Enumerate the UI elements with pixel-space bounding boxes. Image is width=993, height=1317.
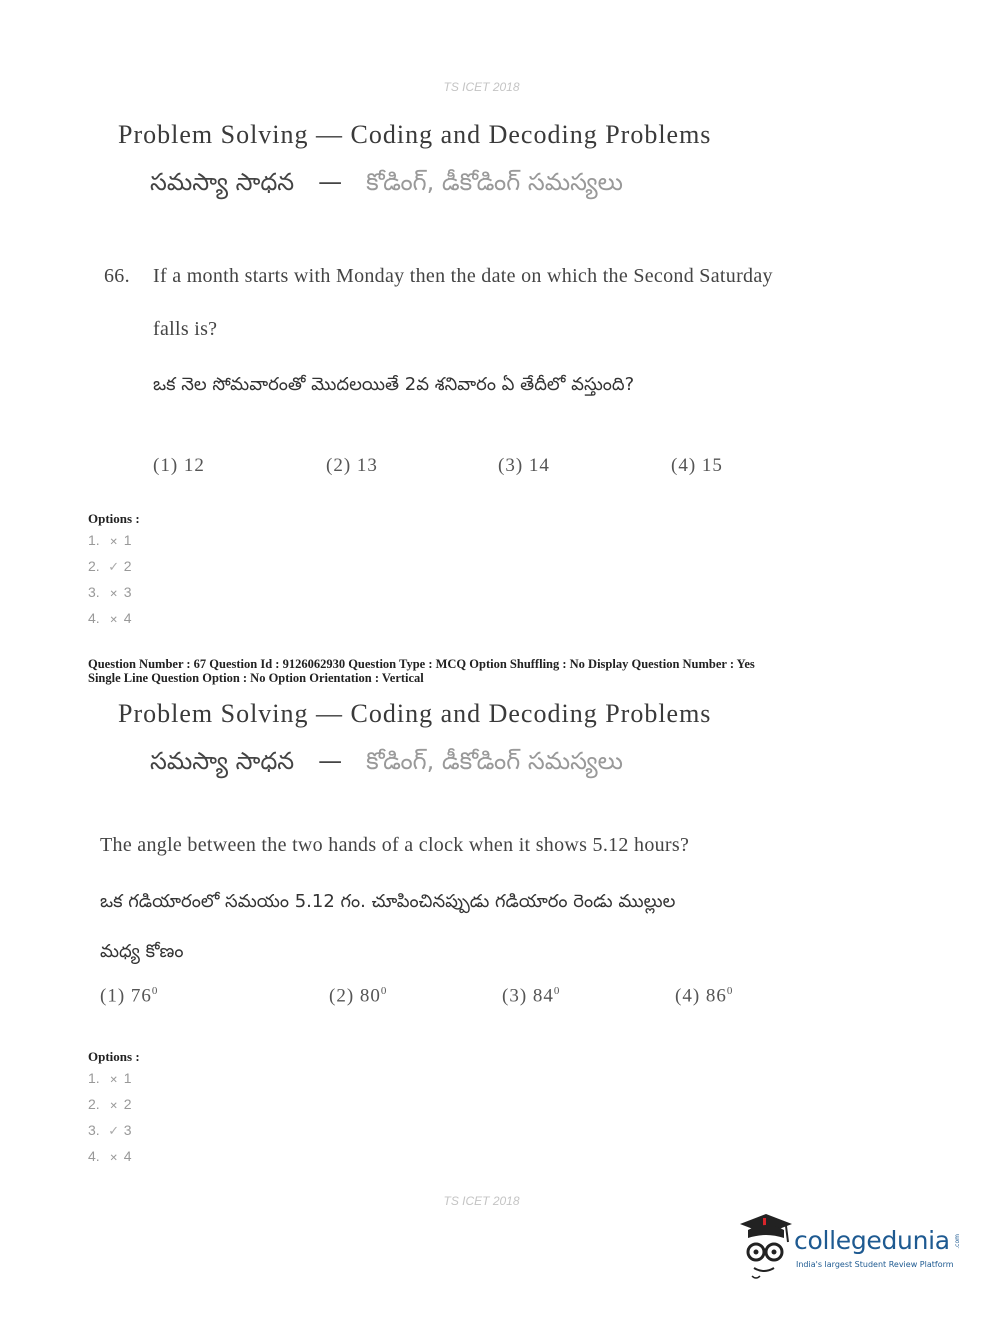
choice-1 <box>100 985 158 1007</box>
section-title-te-part1: సమస్యా సాధన <box>150 168 295 196</box>
cross-icon: ✕ <box>109 1153 118 1164</box>
question-meta-line2: Single Line Question Option : No Option Orientation : Vertical <box>88 671 424 685</box>
section-dash: — <box>318 747 343 775</box>
mascot-icon <box>736 1212 794 1282</box>
degree-sup: 0 <box>380 985 388 997</box>
option-num: 1. <box>88 532 100 548</box>
check-icon: ✓ <box>108 1123 120 1138</box>
choice-3: (3) 14 <box>498 455 550 476</box>
option-row-1 <box>88 1070 131 1086</box>
choice-3 <box>502 985 560 1007</box>
option-label: 2 <box>123 558 132 574</box>
option-row-3 <box>88 584 131 600</box>
choice-2 <box>329 985 387 1007</box>
question-text-line2: falls is? <box>153 318 218 340</box>
degree-sup: 0 <box>726 985 734 997</box>
cross-icon: ✕ <box>109 1075 118 1086</box>
watermark-top: TS ICET 2018 <box>443 80 520 94</box>
question-text-te: ఒక నెల సోమవారంతో మొదలయితే 2వ శనివారం ఏ తేదీలో వస్తుంది? <box>153 374 635 395</box>
option-label: 3 <box>123 584 132 600</box>
section-title-en: Problem Solving — Coding and Decoding Problems <box>118 120 712 149</box>
section-title-te <box>150 747 623 781</box>
option-row-1 <box>88 532 131 548</box>
cross-icon: ✕ <box>109 537 118 548</box>
question-text-line1: The angle between the two hands of a clock when it shows 5.12 hours? <box>100 834 690 856</box>
logo-tagline: India's largest Student Review Platform <box>796 1260 954 1269</box>
question-meta-line1: Question Number : 67 Question Id : 9126062930 Question Type : MCQ Option Shuffling : No Display Question Number : Yes <box>88 657 755 671</box>
option-num: 3. <box>88 584 100 600</box>
cross-icon: ✕ <box>109 1101 118 1112</box>
question-number: 66. <box>104 265 130 287</box>
option-num: 1. <box>88 1070 100 1086</box>
option-num: 4. <box>88 610 100 626</box>
cross-icon: ✕ <box>109 589 118 600</box>
choice-label: (1) 76 <box>100 985 152 1007</box>
section-title-te-part2: కోడింగ్, డీకోడింగ్ సమస్యలు <box>366 747 623 775</box>
option-num: 3. <box>88 1122 100 1138</box>
degree-sup: 0 <box>553 985 561 997</box>
option-num: 4. <box>88 1148 100 1164</box>
section-title-te-part2: కోడింగ్, డీకోడింగ్ సమస్యలు <box>366 168 623 196</box>
logo-wordmark: collegedunia <box>794 1226 950 1255</box>
logo-com: .com <box>954 1234 961 1249</box>
question-text-line1: If a month starts with Monday then the date on which the Second Saturday <box>153 265 773 287</box>
choice-label: (4) 86 <box>675 985 727 1007</box>
choice-4: (4) 15 <box>671 455 723 476</box>
choice-4 <box>675 985 733 1007</box>
cross-icon: ✕ <box>109 615 118 626</box>
option-label: 4 <box>123 610 132 626</box>
choice-label: (3) 84 <box>502 985 554 1007</box>
degree-sup: 0 <box>151 985 159 997</box>
option-label: 3 <box>123 1122 132 1138</box>
option-label: 2 <box>123 1096 132 1112</box>
option-label: 1 <box>123 532 132 548</box>
check-icon: ✓ <box>108 559 120 574</box>
options-heading: Options : <box>88 511 140 526</box>
option-row-3 <box>88 1122 131 1139</box>
option-num: 2. <box>88 1096 100 1112</box>
option-row-4 <box>88 610 131 626</box>
option-label: 1 <box>123 1070 132 1086</box>
section-title-te-part1: సమస్యా సాధన <box>150 747 295 775</box>
section-title-en: Problem Solving — Coding and Decoding Problems <box>118 699 712 728</box>
choice-label: (2) 80 <box>329 985 381 1007</box>
choice-1: (1) 12 <box>153 455 205 476</box>
collegedunia-logo <box>736 1212 966 1282</box>
question-text-te-line2: మధ్య కోణం <box>100 941 184 962</box>
section-title-te <box>150 168 623 202</box>
watermark-bottom: TS ICET 2018 <box>443 1194 520 1208</box>
section-dash: — <box>318 168 343 196</box>
option-num: 2. <box>88 558 100 574</box>
option-row-2 <box>88 558 131 575</box>
option-row-4 <box>88 1148 131 1164</box>
options-heading: Options : <box>88 1049 140 1064</box>
option-label: 4 <box>123 1148 132 1164</box>
choice-2: (2) 13 <box>326 455 378 476</box>
question-text-te-line1: ఒక గడియారంలో సమయం 5.12 గం. చూపించినప్పుడు గడియారం రెండు ముల్లుల <box>100 891 676 912</box>
option-row-2 <box>88 1096 131 1112</box>
